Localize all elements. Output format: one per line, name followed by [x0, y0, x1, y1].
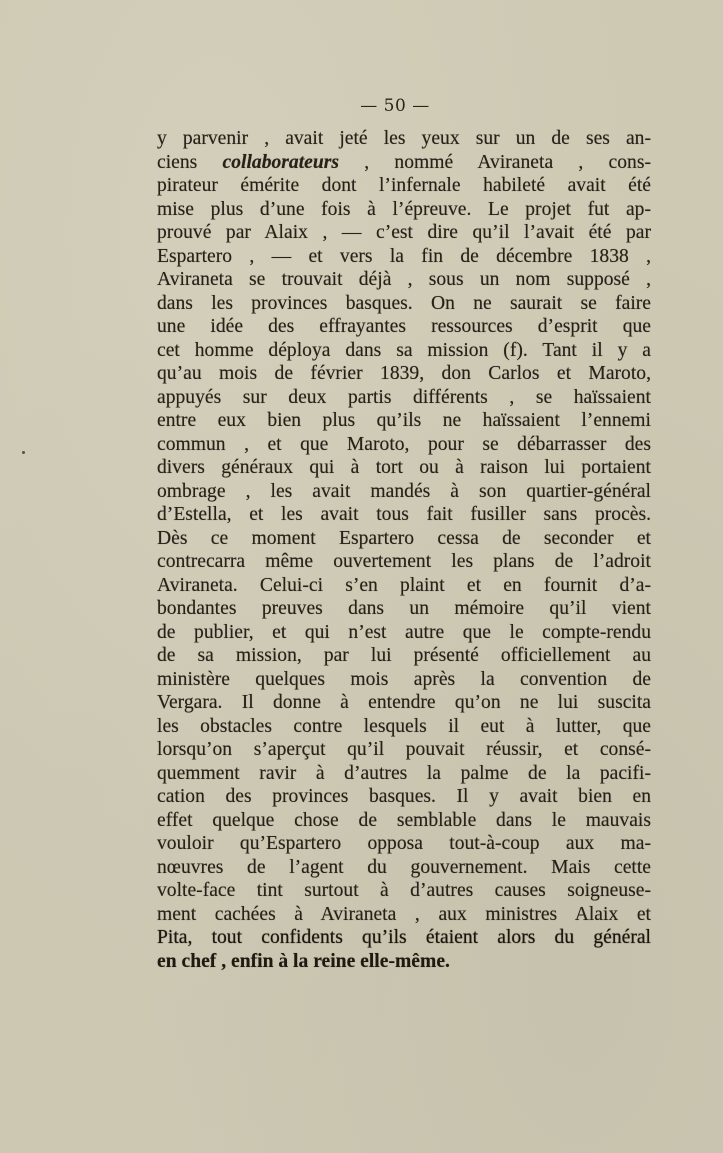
- text-line: effet quelque chose de semblable dans le mauvais: [157, 809, 651, 831]
- text-line: quemment ravir à d’autres la palme de la pacifi-: [157, 762, 651, 784]
- text-line: mise plus d’une fois à l’épreuve. Le projet fut ap-: [157, 198, 651, 220]
- text-line: cet homme déploya dans sa mission (f). Tant il y a: [157, 339, 651, 361]
- text-line: vouloir qu’Espartero opposa tout-à-coup aux ma-: [157, 833, 651, 854]
- text-line: volte-face tint surtout à d’autres causes soigneuse-: [157, 880, 651, 901]
- text-line: ministère quelques mois après la convention de: [157, 668, 651, 690]
- text-line: une idée des effrayantes ressources d’esprit que: [157, 316, 651, 337]
- text-line: divers généraux qui à tort ou à raison lui portaient: [157, 457, 651, 478]
- text-line: ment cachées à Aviraneta , aux ministres Alaix et: [157, 903, 651, 925]
- text-line: [157, 151, 651, 175]
- text-line: cation des provinces basques. Il y avait bien en: [157, 786, 651, 807]
- text-line: bondantes preuves dans un mémoire qu’il vient: [157, 598, 651, 619]
- text-line: Vergara. Il donne à entendre qu’on ne lui suscita: [157, 692, 651, 713]
- text-line: Pita, tout confidents qu’ils étaient alors du général: [157, 927, 651, 948]
- text-segment: ciens: [157, 151, 223, 173]
- text-line: lorsqu’on s’aperçut qu’il pouvait réussir, et consé-: [157, 739, 651, 760]
- text-line: Aviraneta se trouvait déjà , sous un nom supposé ,: [157, 269, 651, 290]
- text-line: dans les provinces basques. On ne saurait se faire: [157, 292, 651, 314]
- text-line: commun , et que Maroto, pour se débarrasser des: [157, 433, 651, 455]
- text-line: de sa mission, par lui présenté officiellement au: [157, 645, 651, 666]
- text-line: appuyés sur deux partis différents , se haïssaient: [157, 386, 651, 408]
- text-line: pirateur émérite dont l’infernale habileté avait été: [157, 175, 651, 196]
- page-number: — 50 —: [360, 96, 430, 116]
- text-segment: , nommé Aviraneta , cons-: [339, 151, 651, 173]
- text-line: les obstacles contre lesquels il eut à lutter, que: [157, 715, 651, 737]
- text-line: Dès ce moment Espartero cessa de seconder et: [157, 527, 651, 549]
- text-line: de publier, et qui n’est autre que le compte-rendu: [157, 621, 651, 643]
- text-line: nœuvres de l’agent du gouvernement. Mais cette: [157, 856, 651, 878]
- body-paragraph: [157, 127, 651, 973]
- paper-speck: [22, 451, 25, 454]
- text-line: d’Estella, et les avait tous fait fusiller sans procès.: [157, 504, 651, 525]
- text-line: Espartero , — et vers la fin de décembre 1838 ,: [157, 245, 651, 267]
- text-line: ombrage , les avait mandés à son quartier-général: [157, 480, 651, 502]
- italic-term: collaborateurs: [222, 151, 339, 173]
- text-line: Aviraneta. Celui-ci s’en plaint et en fournit d’a-: [157, 574, 651, 596]
- text-line: qu’au mois de février 1839, don Carlos et Maroto,: [157, 363, 651, 384]
- text-line: entre eux bien plus qu’ils ne haïssaient l’ennemi: [157, 410, 651, 431]
- text-line: contrecarra même ouvertement les plans de l’adroit: [157, 551, 651, 572]
- text-line-last: en chef , enfin à la reine elle-même.: [157, 950, 450, 972]
- text-line: prouvé par Alaix , — c’est dire qu’il l’avait été par: [157, 222, 651, 243]
- text-line: y parvenir , avait jeté les yeux sur un de ses an-: [157, 128, 651, 149]
